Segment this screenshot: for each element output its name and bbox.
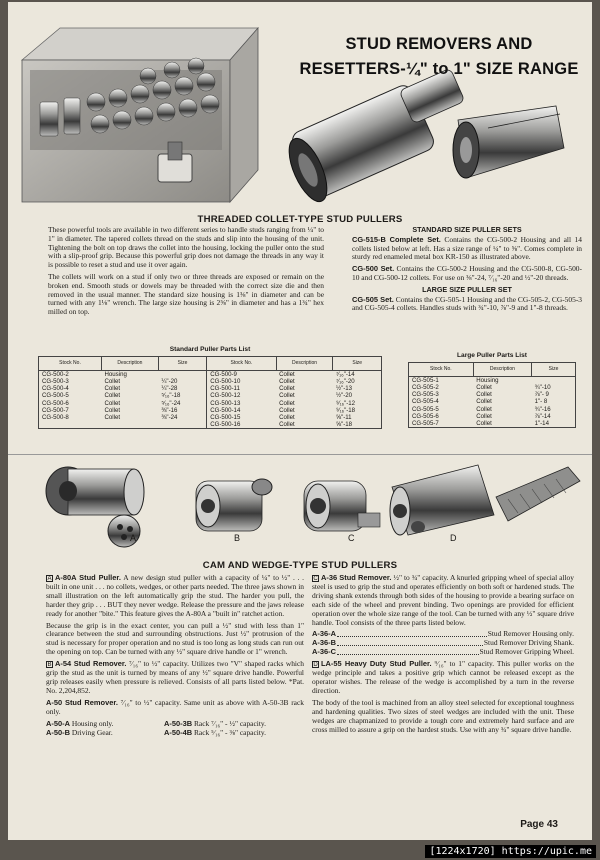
col-header: Description — [473, 363, 531, 377]
threaded-description — [48, 226, 324, 320]
table-cell: Collet — [104, 399, 121, 407]
a54-text: ⁷⁄₁₆" to ½" capacity. Utilizes two "V" shaped racks which grip the stud as the unit is turned by means of any ½" square drive handle. Powerful grip releases easily when pressure is relieved. Consists of all parts listed below. *Pat. No. 2,204,852. — [46, 659, 304, 695]
part-item — [164, 729, 266, 738]
figure-label-c: C — [348, 533, 355, 543]
metal-box-icon — [22, 28, 258, 202]
table-cell: CG-500-3 — [39, 378, 102, 385]
table-cell: Collet — [104, 414, 121, 422]
table-cell: CG-500-10 — [207, 378, 276, 385]
cam-wedge-pullers-photo — [8, 457, 592, 557]
standard-sets-heading: STANDARD SIZE PULLER SETS — [412, 225, 522, 234]
item-desc: Stud Remover Housing only. — [487, 629, 574, 639]
table-cell — [102, 421, 159, 429]
part-code: A-50-A — [46, 718, 70, 728]
part-code: A-50-B — [46, 727, 70, 737]
la55-text: ⁹⁄₁₆" to 1" capacity. This puller works on the wedge principle and takes a positive grip which cannot be released except as the operator wishes. The release of the wedge is accomplished by a turn in the reverse direction. — [312, 659, 574, 695]
table-cell: Collet — [279, 371, 295, 378]
table-cell: Collet — [279, 414, 295, 422]
table-cell: CG-500-11 — [207, 385, 276, 392]
table-cell: Collet — [476, 398, 492, 406]
letter-d-box: D — [313, 662, 318, 669]
table-cell: 1"-14 — [532, 420, 576, 428]
cam-right-column — [312, 574, 574, 737]
table-cell: ⅝"-11 — [333, 414, 382, 421]
col-header: Size — [158, 357, 206, 371]
cg500-entry — [352, 265, 582, 283]
a50-parts-right — [164, 720, 266, 738]
cg515b-entry — [352, 236, 582, 262]
section-divider — [8, 454, 592, 455]
col-header: Stock No. — [409, 363, 474, 377]
table-cell: ⅞"- 9 — [532, 391, 576, 398]
a36-item — [312, 648, 574, 657]
table-cell: CG-500-12 — [207, 392, 276, 399]
banner-line-2: RESETTERS-¼" to 1" SIZE RANGE — [299, 60, 579, 78]
table-cell: Collet — [473, 420, 531, 428]
cam-section-title: CAM AND WEDGE-TYPE STUD PULLERS — [202, 560, 398, 571]
table-cell: CG-505-7 — [409, 420, 474, 428]
figure-label-a: A — [130, 533, 137, 543]
table-cell: ¼"-28 — [158, 385, 206, 392]
item-desc: Stud Remover Driving Shank. — [483, 638, 574, 648]
a50-text: ⁷⁄₁₆" to ½" capacity. Same unit as above with A-50-3B rack only. — [46, 697, 304, 716]
a50-parts-left — [46, 720, 164, 738]
item-desc: Stud Remover Gripping Wheel. — [479, 647, 574, 657]
table-cell: Collet — [476, 384, 492, 392]
threaded-para-1: These powerful tools are available in two different series to handle studs ranging from ¼" to 1" in diameter. The tapered collets thread on the studs and slip into the housing of the unit. Tightening the bolt on top draws the collet into the housing, locking the puller onto the stud with a slip-proof grip. Because this powerful grip does not damage the threads in any way it is possible to reset a stud and use it over again. — [48, 225, 324, 270]
cg500-text: Contains the CG-500-2 Housing and the CG-500-8, CG-500-10 and CG-500-12 collets. For use on ⅜"-24, ⁷⁄₁₆"-20 and ½"-20 threads. — [352, 264, 583, 282]
leader-dots — [337, 648, 479, 655]
a50-entry — [46, 699, 304, 717]
table-cell: CG-505-4 — [409, 398, 474, 405]
table-cell: CG-500-7 — [39, 407, 102, 414]
table-cell: Collet — [476, 391, 492, 399]
col-header: Size — [532, 363, 576, 377]
table-cell: Housing — [104, 371, 127, 378]
table-cell — [39, 421, 102, 429]
page-number: Page 43 — [520, 819, 558, 830]
table-row — [409, 406, 576, 413]
cg515b-label: CG-515-B Complete Set. — [352, 234, 441, 244]
table-cell: ⅝"-18 — [333, 421, 382, 429]
a36-entry — [312, 574, 574, 627]
part-code: A-50-3B — [164, 718, 193, 728]
table-cell: Collet — [476, 405, 492, 413]
table-row — [39, 392, 382, 399]
a80a-label: A-80A Stud Puller. — [55, 573, 121, 582]
table-cell: ⁵⁄₁₆"-24 — [158, 400, 206, 407]
table-row — [39, 414, 382, 421]
table-cell: Collet — [279, 406, 295, 414]
table-row — [39, 371, 382, 379]
part-code: A-50-4B — [164, 727, 193, 737]
banner-line-1: STUD REMOVERS AND — [345, 35, 533, 53]
leader-dots — [337, 639, 483, 646]
a80a-entry — [46, 574, 304, 619]
table-row — [409, 391, 576, 398]
letter-a-box: A — [47, 576, 52, 582]
item-code: A-36-C — [312, 647, 336, 657]
col-header: Size — [333, 357, 382, 371]
part-desc: Driving Gear. — [71, 727, 113, 737]
table-cell: Collet — [104, 392, 121, 400]
table-cell: CG-500-15 — [207, 414, 276, 421]
a54-entry — [46, 660, 304, 696]
cg515b-text: Contains the CG-500-2 Housing and all 14 collets listed below at left. Has a size range of ¼" to ⅝". Comes complete in sturdy red enameled metal box KR-150 as illustrated above. — [352, 234, 582, 262]
table-row — [39, 407, 382, 414]
table-row — [39, 400, 382, 407]
table-cell: CG-500-8 — [39, 414, 102, 421]
table-cell: Collet — [279, 399, 295, 407]
table-cell: ⁹⁄₁₆"-12 — [333, 400, 382, 407]
part-desc: Rack ⁷⁄₁₆" - ½" capacity. — [193, 718, 266, 728]
cg505-text: Contains the CG-505-1 Housing and the CG-505-2, CG-505-3 and CG-505-4 collets. Handles studs with ¾"-10, ⅞"-9 and 1"-8 threads. — [352, 294, 583, 313]
table-cell: Collet — [104, 385, 121, 393]
a80a-text-2: Because the grip is in the exact center, you can pull a ½" stud with less than 1" clearance between the stud and surrounding obstructions. Just ½" protrusion of the stud is necessary for proper operation and no stud is too long as long studs can run out the opening on top. Can be turned with any ½" square drive handle or 1" wrench. — [46, 620, 304, 657]
a80a-text: A new design stud puller with a capacity of ¼" to ½" . . . built in one unit . . . no collets, wedges, or other parts needed. The three jaws shown in small illustration on the left automatically grip the stud. The harder you pull, the harder they grip . . . BUT they never wedge. Release the pressure and the jaws release ready for another "bite." This feature gives the A-80A a "built in" ratchet action. — [46, 573, 305, 618]
standard-table-body — [39, 371, 382, 429]
cam-left-column — [46, 574, 304, 737]
table-cell: Collet — [476, 412, 492, 420]
table-row — [39, 385, 382, 392]
table-cell: Collet — [279, 392, 295, 400]
letter-c-box: C — [313, 576, 318, 582]
la55-label: LA-55 Heavy Duty Stud Puller. — [321, 659, 432, 669]
col-header: Stock No. — [39, 357, 102, 371]
table-cell: ½"-20 — [333, 392, 382, 399]
part-desc: Housing only. — [71, 718, 114, 728]
letter-b-box: B — [47, 662, 52, 669]
table-cell: ½"-13 — [333, 385, 382, 392]
large-table-body — [409, 377, 576, 428]
puller-sets-column — [352, 224, 582, 316]
table-cell: CG-505-5 — [409, 406, 474, 413]
large-parts-title: Large Puller Parts List — [457, 352, 527, 359]
standard-table-header-row — [39, 357, 382, 371]
table-row — [409, 377, 576, 385]
table-cell: CG-505-2 — [409, 384, 474, 391]
a36-text: ½" to ¾" capacity. A knurled gripping wheel of special alloy steel is used to grip the stud and operates efficiently on both soft or hardened studs. The driving shank extends through both sides of the housing to provide a bearing surface on each side of the wheel and prevent binding. Two openings are provided for efficient operation over the whole size range of the tool. Can be turned with any ½" square drive handle. Tool consists of the three parts listed below. — [312, 573, 574, 627]
table-cell: Collet — [104, 378, 121, 386]
table-cell: ⁵⁄₁₆"-18 — [158, 392, 206, 399]
table-cell: CG-505-1 — [409, 377, 474, 385]
table-cell: ¾"-16 — [532, 406, 576, 413]
col-header: Description — [276, 357, 333, 371]
table-cell: 1"- 8 — [532, 398, 576, 405]
col-header: Stock No. — [207, 357, 276, 371]
table-cell: CG-500-14 — [207, 407, 276, 414]
table-cell — [158, 421, 206, 429]
table-cell: ¾"-10 — [532, 384, 576, 391]
table-row — [409, 384, 576, 391]
cg505-label: CG-505 Set. — [352, 294, 394, 304]
table-cell: CG-500-2 — [39, 371, 102, 379]
standard-parts-table — [38, 356, 382, 429]
la55-text-2: The body of the tool is machined from an alloy steel selected for exceptional toughness and hardening qualities. Two sizes of steel wedges are included with the unit. These wedges are chapmanized to provide a tough core and extremely hard surface and are cross milled to assure a grip on the hardest studs. Use with any ¾" square drive handle. — [312, 697, 574, 734]
table-cell: CG-500-16 — [207, 421, 276, 429]
threaded-section-title: THREADED COLLET-TYPE STUD PULLERS — [197, 214, 403, 225]
table-cell: ⅜"-24 — [158, 414, 206, 421]
threaded-para-2: The collets will work on a stud if only two or three threads are exposed or remain on the broken end. Smooth studs or dowels may be threaded with the correct size die and then removed in the usual manner. The standard size housing is 1⅜" in diameter and can be turned with any 1⅛" wrench. The large size housing is 2⅝" in diameter and has a 1¾" hex milled on top. — [48, 271, 324, 317]
table-cell — [158, 371, 206, 379]
la55-entry — [312, 660, 574, 696]
table-cell: CG-500-6 — [39, 400, 102, 407]
catalog-page — [8, 2, 592, 840]
item-code: A-36-B — [312, 638, 336, 648]
table-cell: Housing — [476, 377, 499, 384]
figure-label-d: D — [450, 533, 457, 543]
large-parts-table — [408, 362, 576, 428]
a50-label: A-50 Stud Remover. — [46, 697, 118, 707]
table-cell: CG-500-9 — [207, 371, 276, 379]
item-code: A-36-A — [312, 629, 336, 639]
table-cell: ⁷⁄₁₆"-14 — [333, 371, 382, 379]
table-row — [409, 398, 576, 405]
large-parts-list — [408, 352, 576, 428]
watermark-label: [1224x1720] https://upic.me — [425, 845, 596, 858]
a54-remover-icon — [196, 479, 272, 531]
table-cell: Collet — [279, 385, 295, 393]
leader-dots — [337, 630, 487, 637]
figure-label-b: B — [234, 533, 241, 543]
table-cell: Collet — [104, 406, 121, 414]
cg500-label: CG-500 Set. — [352, 264, 395, 274]
cg505-entry — [352, 296, 582, 314]
table-cell: CG-500-4 — [39, 385, 102, 392]
table-row — [409, 420, 576, 428]
table-row — [39, 421, 382, 429]
a54-label: A-54 Stud Remover. — [55, 659, 127, 669]
a50-parts — [46, 720, 304, 738]
table-row — [409, 413, 576, 420]
table-cell: CG-500-5 — [39, 392, 102, 399]
table-cell: ⁹⁄₁₆"-18 — [333, 407, 382, 414]
part-desc: Rack ⁵⁄₁₆" - ⅜" capacity. — [193, 727, 266, 737]
part-item — [46, 729, 164, 738]
table-cell: CG-500-13 — [207, 400, 276, 407]
standard-parts-title: Standard Puller Parts List — [169, 346, 251, 353]
col-header: Description — [102, 357, 159, 371]
table-cell: CG-505-3 — [409, 391, 474, 398]
large-set-heading: LARGE SIZE PULLER SET — [422, 284, 512, 294]
table-cell: ⁷⁄₁₆"-20 — [333, 378, 382, 385]
page-banner — [294, 32, 584, 86]
table-cell: ¼"-20 — [158, 378, 206, 385]
table-cell: CG-505-6 — [409, 413, 474, 420]
table-cell: ⅞"-14 — [532, 413, 576, 420]
standard-parts-list — [38, 346, 382, 429]
a36-label: A-36 Stud Remover. — [321, 573, 392, 582]
large-table-header-row — [409, 363, 576, 377]
table-cell: Collet — [276, 421, 333, 429]
table-row — [39, 378, 382, 385]
table-cell: ⅜"-16 — [158, 407, 206, 414]
table-cell: Collet — [279, 378, 295, 386]
table-cell — [532, 377, 576, 385]
